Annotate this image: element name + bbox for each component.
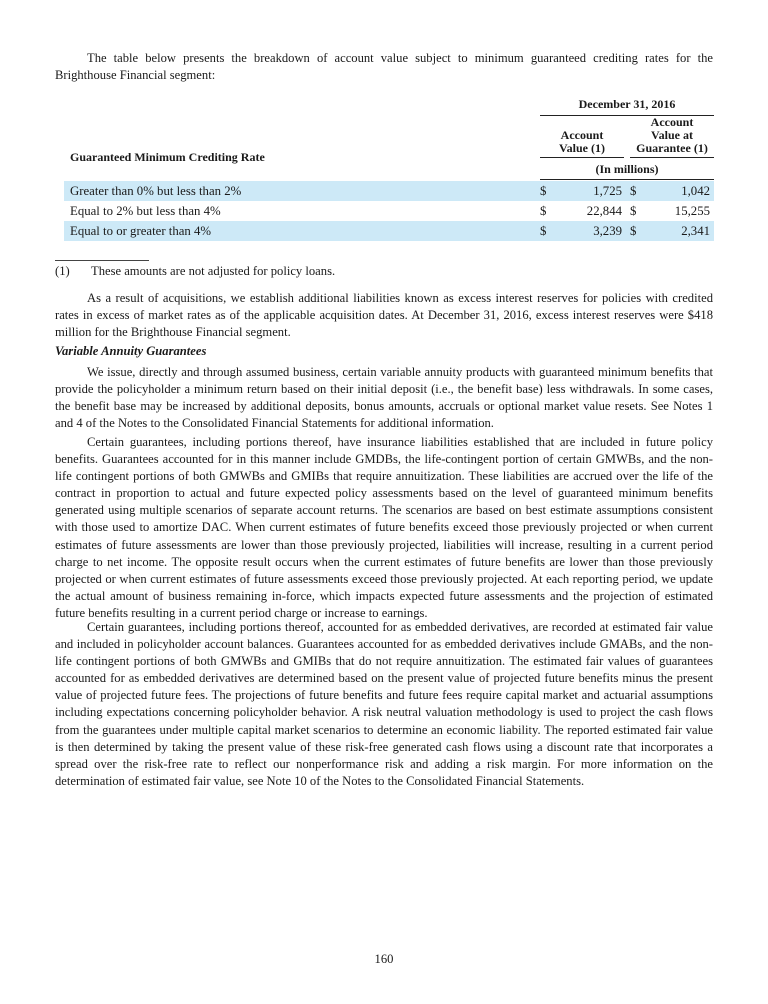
- row-header: Guaranteed Minimum Crediting Rate: [70, 150, 265, 164]
- excess-interest-paragraph: As a result of acquisitions, we establish additional liabilities known as excess interest reserves for policies with credited rates in excess of market rates as of the applicable acquisition dates. At December 31, 2016, excess interest reserves were $418 million for the Brighthouse Financial segment.: [55, 291, 713, 340]
- currency-symbol: $: [630, 184, 637, 198]
- column-header-group: [540, 96, 714, 180]
- table-row: [64, 181, 714, 201]
- embedded-derivatives-block: [55, 619, 713, 790]
- footnote-marker: (1): [55, 264, 70, 278]
- units-label: (In millions): [540, 158, 714, 180]
- footnote-text: These amounts are not adjusted for policy loans.: [91, 264, 336, 278]
- section-heading: Variable Annuity Guarantees: [55, 344, 207, 358]
- currency-symbol: $: [540, 204, 547, 218]
- table-row: [64, 201, 714, 221]
- footnote-divider: [55, 260, 149, 261]
- account-value: 3,239: [593, 224, 622, 238]
- va-intro-block: [55, 364, 713, 432]
- column-header-line: Value at: [651, 128, 693, 143]
- currency-symbol: $: [630, 204, 637, 218]
- insurance-liabilities-paragraph: Certain guarantees, including portions thereof, have insurance liabilities established that are included in future policy benefits. Guarantees accounted for in this manner include GMDBs, the life-contingent portion of certain GMWBs, and the non-life contingent portions of both GMWBs and GMIBs that require annuitization. These liabilities are accrued over the life of the contract in proportion to actual and future expected policy assessments based on the level of guaranteed minimum benefits generated using multiple scenarios of separate account returns. The scenarios are based on best estimate assumptions consistent with those used to amortize DAC. When current estimates of future benefits exceed those previously projected or when current estimates of future assessments are lower than those previously projected, liabilities will increase, resulting in a current period charge to net income. The opposite result occurs when the current estimates of future benefits are lower than those previously projected or when current estimates of future assessments exceed those previously projected. At each reporting period, we update the actual amount of business remaining in-force, which impacts expected future assessments and the projection of estimated future benefits resulting in a current period charge or increase to earnings.: [55, 435, 713, 620]
- account-value-at-guarantee: 2,341: [681, 224, 710, 238]
- account-value-at-guarantee: 15,255: [674, 204, 710, 218]
- row-label: Equal to 2% but less than 4%: [70, 204, 221, 218]
- column-subheaders: [540, 116, 714, 158]
- intro-paragraph: The table below presents the breakdown of account value subject to minimum guaranteed crediting rates for the Brighthouse Financial segment:: [55, 51, 713, 83]
- currency-symbol: $: [630, 224, 637, 238]
- va-intro-paragraph: We issue, directly and through assumed business, certain variable annuity products with guaranteed minimum benefits that provide the policyholder a minimum return based on their initial deposit (i.e., the benefit base) less withdrawals. In some cases, the benefit base may be increased by additional deposits, bonus amounts, accruals or optional market value resets. See Notes 1 and 4 of the Notes to the Consolidated Financial Statements for additional information.: [55, 365, 713, 431]
- row-label: Equal to or greater than 4%: [70, 224, 212, 238]
- column-header-line: Guarantee (1): [636, 141, 708, 156]
- currency-symbol: $: [540, 224, 547, 238]
- table-row: [64, 221, 714, 241]
- excess-interest-block: [55, 290, 713, 341]
- period-header: December 31, 2016: [540, 96, 714, 116]
- column-header-line: Account: [560, 128, 604, 143]
- currency-symbol: $: [540, 184, 547, 198]
- insurance-liabilities-block: [55, 434, 713, 622]
- column-header-line: Value (1): [559, 141, 605, 156]
- table-body: [64, 181, 714, 241]
- account-value: 22,844: [586, 204, 622, 218]
- column-header-line: Account: [650, 115, 694, 130]
- section-heading-block: [55, 343, 713, 360]
- embedded-derivatives-paragraph: Certain guarantees, including portions thereof, accounted for as embedded derivatives, are recorded at estimated fair value and included in policyholder account balances. Guarantees accounted for as embedded derivatives include GMABs, and the non-life contingent portions of both GMWBs and GMIBs that do not require annuitization. The estimated fair values of guarantees accounted for as embedded derivatives are determined based on the present value of projected future benefits minus the present value of projected future fees. The projections of future benefits and future fees require capital market and actuarial assumptions including expectations concerning policyholder behavior. A risk neutral valuation methodology is used to project the cash flows from the guarantees under multiple capital market scenarios to determine an economic liability. The reported estimated fair value is then determined by taking the present value of these risk-free generated cash flows using a discount rate that incorporates a spread over the risk-free rate to reflect our nonperformance risk and adding a risk margin. For more information on the determination of estimated fair value, see Note 10 of the Notes to the Consolidated Financial Statements.: [55, 620, 713, 788]
- column-header-account-value-at-guarantee: [630, 116, 714, 158]
- page-number: 160: [374, 952, 394, 966]
- row-label: Greater than 0% but less than 2%: [70, 184, 242, 198]
- intro-block: [55, 50, 713, 84]
- column-header-account-value: [540, 129, 624, 158]
- account-value-at-guarantee: 1,042: [681, 184, 710, 198]
- account-value: 1,725: [593, 184, 622, 198]
